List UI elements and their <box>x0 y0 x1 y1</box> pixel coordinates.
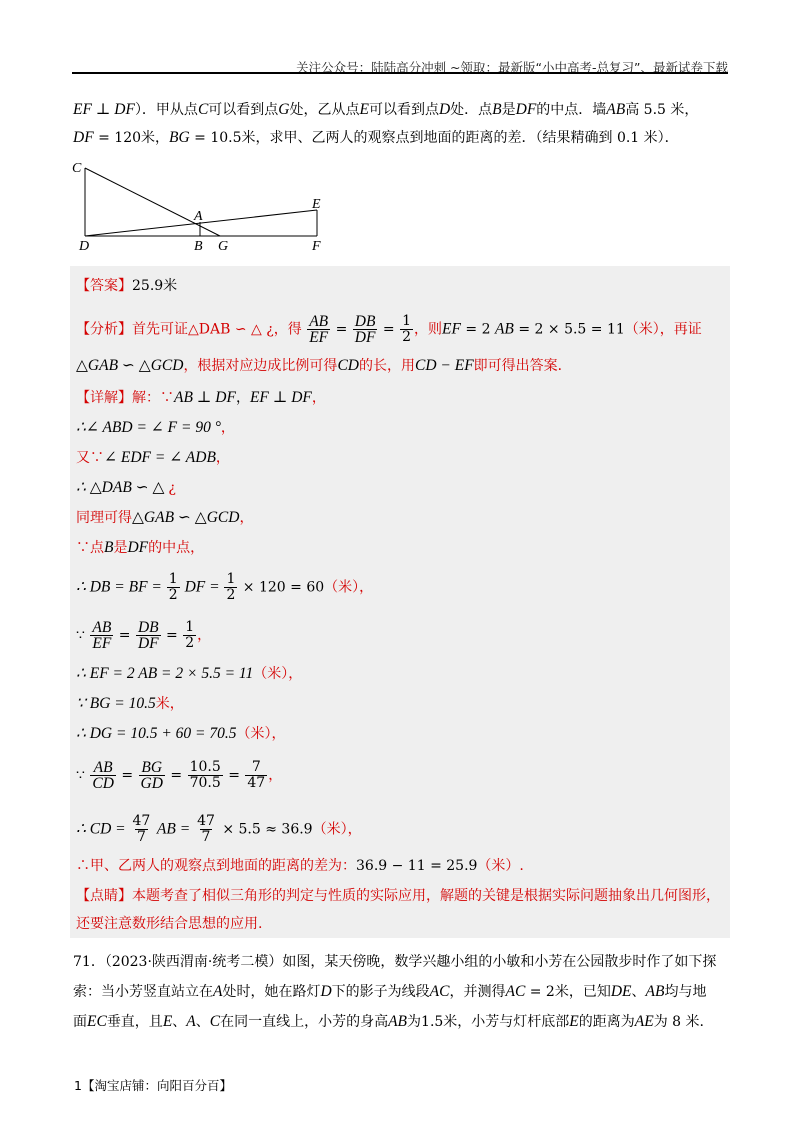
question-line-1: EF ⊥ DF）．甲从点C可以看到点G处，乙从点E可以看到点D处．点B是DF的中点．墙AB高 5.5 米， <box>73 101 699 118</box>
detail-line-4: ∴ △DAB ∽ △ ¿ <box>76 479 176 496</box>
detail-line-6: ∵点B是DF的中点， <box>76 539 205 556</box>
analysis-line-2: △GAB ∽ △GCD，根据对应边成比例可得CD的长，用CD − EF即可得出答案． <box>76 357 572 374</box>
detail-line-12: ∵ $\frac{AB}{CD}$ = $\frac{BG}{GD}$ = $\frac{10.5}{70.5}$ = $\frac{7}{47}$ ， <box>76 759 283 792</box>
page-header: 关注公众号：陆陆高分冲刺 ~领取：最新版“小中高考-总复习”、最新试卷下载 <box>296 60 728 75</box>
label-c: C <box>72 161 82 176</box>
detail-line-14: ∴甲、乙两人的观察点到地面的距离的差为：36.9 − 11 = 25.9（米）. <box>76 858 524 874</box>
geometry-diagram <box>70 158 330 254</box>
comment-line-1: 【点睛】本题考查了相似三角形的判定与性质的实际应用，解题的关键是根据实际问题抽象出几何图形， <box>76 888 720 904</box>
detail-line-11: ∴ DG = 10.5 + 60 = 70.5（米）， <box>76 725 286 742</box>
detail-line-10: ∵ BG = 10.5米， <box>76 695 184 712</box>
label-e: E <box>312 197 321 212</box>
detail-line-13: ∴ CD = $\frac{47}{7}$ AB = $\frac{47}{7}$ × 5.5 ≈ 36.9（米）， <box>76 813 362 845</box>
comment-line-2: 还要注意数形结合思想的应用. <box>76 916 263 932</box>
header-rule <box>72 72 728 74</box>
page-footer: 1【淘宝店铺：向阳百分百】 <box>74 1078 232 1093</box>
segment-cg <box>85 168 220 236</box>
detail-line-8: ∵ $\frac{AB}{EF}$ = $\frac{DB}{DF}$ = $\frac{1}{2}$ ， <box>76 619 212 652</box>
label-a: A <box>194 209 203 224</box>
detail-line-2: ∴∠ ABD = ∠ F = 90 °， <box>76 419 235 436</box>
answer-line: 【答案】25.9米 <box>76 278 178 294</box>
detail-line-5: 同理可得△GAB ∽ △GCD， <box>76 509 254 526</box>
q71-line-2: 索：当小芳竖直站立在A处时，她在路灯D下的影子为线段AC，并测得AC = 2米，已知DE、AB均与地 <box>73 983 707 1000</box>
detail-line-3: 又∵∠ EDF = ∠ ADB， <box>76 449 230 466</box>
question-line-2: DF = 120米，BG = 10.5米，求甲、乙两人的观察点到地面的距离的差．（结果精确到 0.1 米）． <box>73 129 679 146</box>
q71-line-3: 面EC垂直，且E、A、C在同一直线上，小芳的身高AB为1.5米，小芳与灯杆底部E的距离为AE为 8 米. <box>73 1013 704 1030</box>
detail-line-7: ∴ DB = BF = $\frac{1}{2}$ DF = $\frac{1}{2}$ × 120 = 60（米）， <box>76 571 374 603</box>
analysis-line-1: 【分析】首先可证△DAB ∽ △ ¿，得 $\frac{AB}{EF}$ = $\frac{DB}{DF}$ = $\frac{1}{2}$ ，则EF = 2 AB = 2 × 5.5 = 11（米），再证 <box>76 313 702 346</box>
label-f: F <box>312 239 321 254</box>
detail-line-1: 【详解】解：∵AB ⊥ DF，EF ⊥ DF， <box>76 389 326 406</box>
label-g: G <box>218 239 229 254</box>
label-d: D <box>79 239 90 254</box>
detail-line-9: ∴ EF = 2 AB = 2 × 5.5 = 11（米）， <box>76 665 303 682</box>
label-b: B <box>194 239 203 254</box>
q71-line-1: 71．（2023·陕西渭南·统考二模）如图，某天傍晚，数学兴趣小组的小敏和小芳在公园散步时作了如下探 <box>73 954 717 970</box>
